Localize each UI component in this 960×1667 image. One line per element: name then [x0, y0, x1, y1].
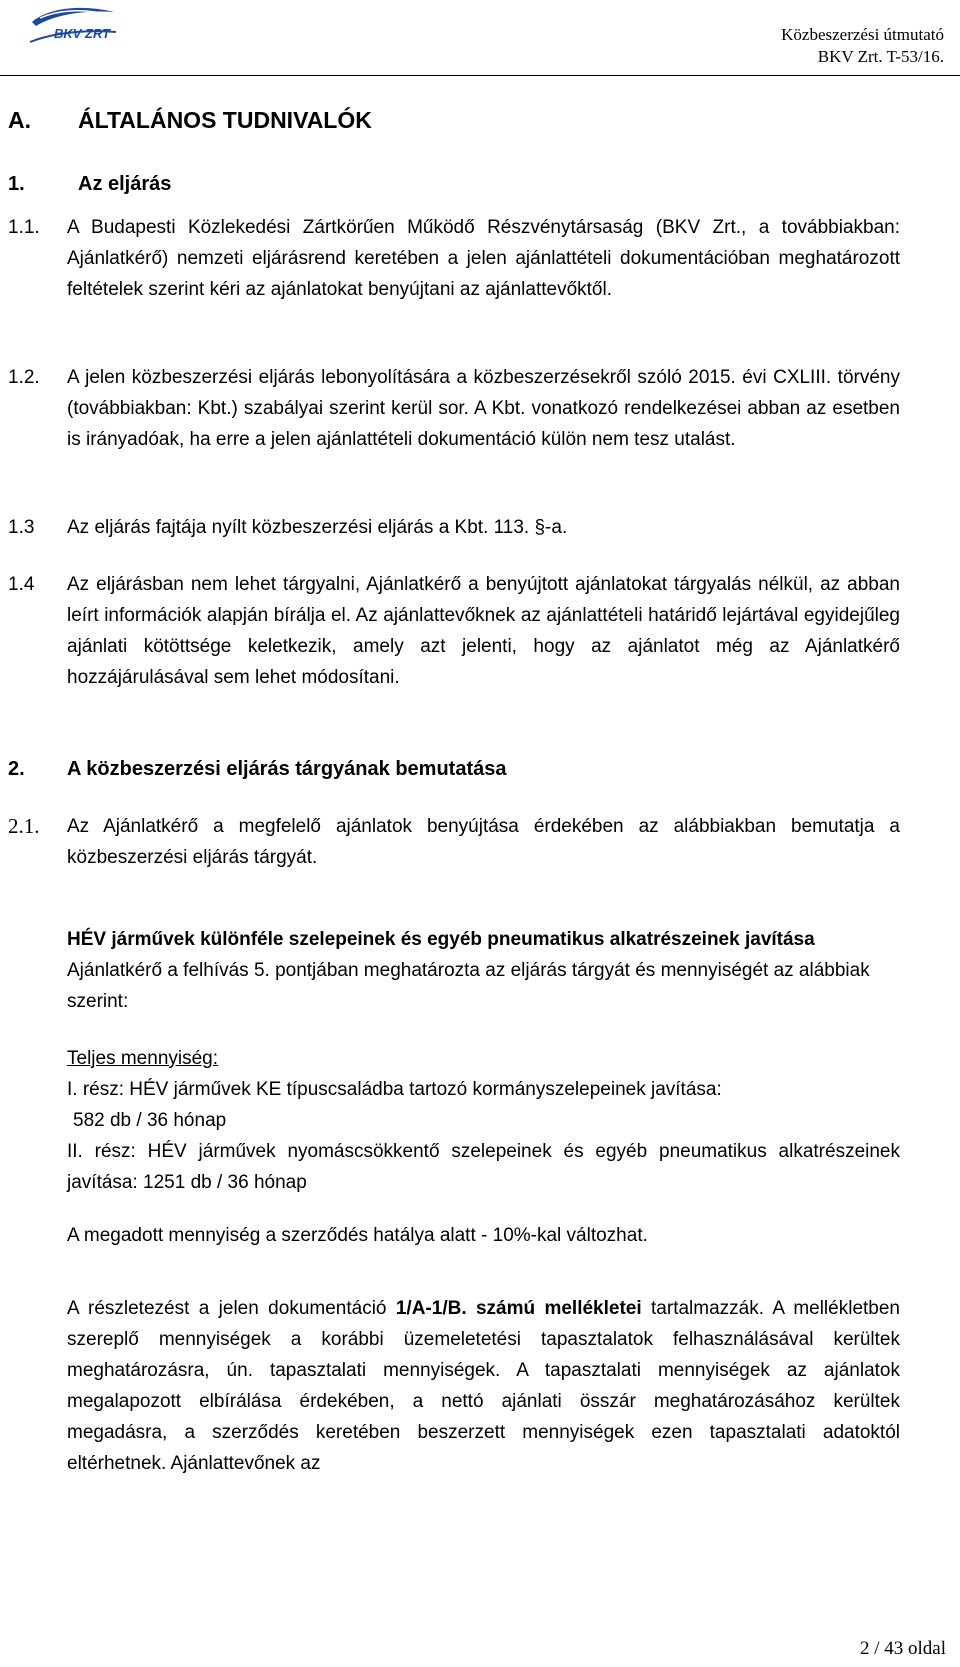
- paragraph-number: 1.1.: [8, 217, 40, 238]
- paragraph-number: 1.3: [8, 517, 35, 538]
- section-a-number: A.: [8, 107, 31, 133]
- paragraph-1-4: [8, 569, 900, 724]
- paragraph-1-1: [8, 212, 900, 336]
- subject-intro: Ajánlatkérő a felhívás 5. pontjában meghatározta az eljárás tárgyát és mennyiségét az alábbiak szerint:: [67, 960, 870, 1012]
- paragraph-1-2: [8, 362, 900, 486]
- subject-title: HÉV járművek különféle szelepeinek és egyéb pneumatikus alkatrészeinek javítása: [67, 929, 815, 950]
- header-reference: BKV Zrt. T-53/16.: [817, 47, 944, 66]
- section-1-number: 1.: [8, 173, 25, 195]
- header-title: Közbeszerzési útmutató: [781, 25, 944, 44]
- header-rule: [0, 75, 960, 76]
- quantity-part1-amount: 582 db / 36 hónap: [73, 1110, 227, 1131]
- paragraph-number: 2.1.: [8, 814, 40, 838]
- paragraph-text: Az Ajánlatkérő a megfelelő ajánlatok benyújtása érdekében az alábbiakban bemutatja a közbeszerzési eljárás tárgyát.: [67, 816, 900, 868]
- paragraph-text: A Budapesti Közlekedési Zártkörűen Működő Részvénytársaság (BKV Zrt., a továbbiakban: Ajánlatkérő) nemzeti eljárásrend keretében a jelen ajánlattételi dokumentációban meghatározott feltételek szerint kéri az ajánlatokat benyújtani az ajánlattevőktől.: [67, 217, 900, 300]
- bkv-logo: [26, 2, 118, 44]
- section-1-heading: [8, 173, 908, 199]
- section-a-heading: [8, 107, 908, 137]
- header-right: [781, 24, 944, 68]
- section-2-heading: [8, 758, 908, 786]
- paragraph-number: 1.4: [8, 574, 35, 595]
- quantity-block: [67, 1043, 900, 1198]
- paragraph-1-3: [8, 512, 900, 543]
- section-2-title: A közbeszerzési eljárás tárgyának bemutatása: [67, 758, 507, 780]
- paragraph-2-1: [8, 811, 900, 873]
- paragraph-number: 1.2.: [8, 367, 40, 388]
- quantity-heading: Teljes mennyiség:: [67, 1048, 219, 1069]
- paragraph-text: Az eljárás fajtája nyílt közbeszerzési eljárás a Kbt. 113. §-a.: [67, 517, 568, 538]
- quantity-part2: II. rész: HÉV járművek nyomáscsökkentő szelepeinek és egyéb pneumatikus alkatrészeinek javítása: 1251 db / 36 hónap: [67, 1141, 900, 1193]
- details-post: tartalmazzák. A mellékletben szereplő mennyiségek a korábbi üzemeletetési tapasztalatok felhasználásával kerültek meghatározásra, ún. tapasztalati mennyiségek. A tapasztalati mennyiségek az ajánlatok megalapozott elbírálása érdekében, a nettó ajánlati összár meghatározásához kerültek megadásra, a szerződés keretében beszerzett mennyiségek ezen tapasztalati adatoktól eltérhetnek. Ajánlattevőnek az: [67, 1298, 900, 1474]
- section-a-title: ÁLTALÁNOS TUDNIVALÓK: [78, 107, 372, 133]
- section-1-title: Az eljárás: [78, 173, 172, 195]
- quantity-part1-label: I. rész: HÉV járművek KE típuscsaládba tartozó kormányszelepeinek javítása:: [67, 1079, 722, 1100]
- section-2-number: 2.: [8, 758, 25, 780]
- paragraph-text: Az eljárásban nem lehet tárgyalni, Ajánlatkérő a benyújtott ajánlatokat tárgyalás nélkül, az abban leírt információk alapján bírálja el. Az ajánlattevőknek az ajánlattételi határidő lejártával egyidejűleg ajánlati kötöttsége keletkezik, amely azt jelenti, hogy az ajánlatot még az Ajánlatkérő hozzájárulásával sem lehet módosítani.: [67, 574, 900, 688]
- paragraph-text: A jelen közbeszerzési eljárás lebonyolítására a közbeszerzésekről szóló 2015. évi CXLIII. törvény (továbbiakban: Kbt.) szabályai szerint kerül sor. A Kbt. vonatkozó rendelkezései abban az esetben is irányadóak, ha erre a jelen ajánlattételi dokumentáció külön nem tesz utalást.: [67, 367, 900, 450]
- page-number: 2 / 43 oldal: [859, 1638, 946, 1659]
- details-pre: A részletezést a jelen dokumentáció: [67, 1298, 396, 1319]
- quantity-variation: A megadott mennyiség a szerződés hatálya alatt - 10%-kal változhat.: [67, 1225, 648, 1246]
- details-paragraph: [67, 1293, 900, 1479]
- details-annex-reference: 1/A-1/B. számú mellékletei: [395, 1298, 642, 1319]
- subject-block: [67, 924, 900, 1017]
- logo-text: BKV ZRT: [54, 26, 111, 41]
